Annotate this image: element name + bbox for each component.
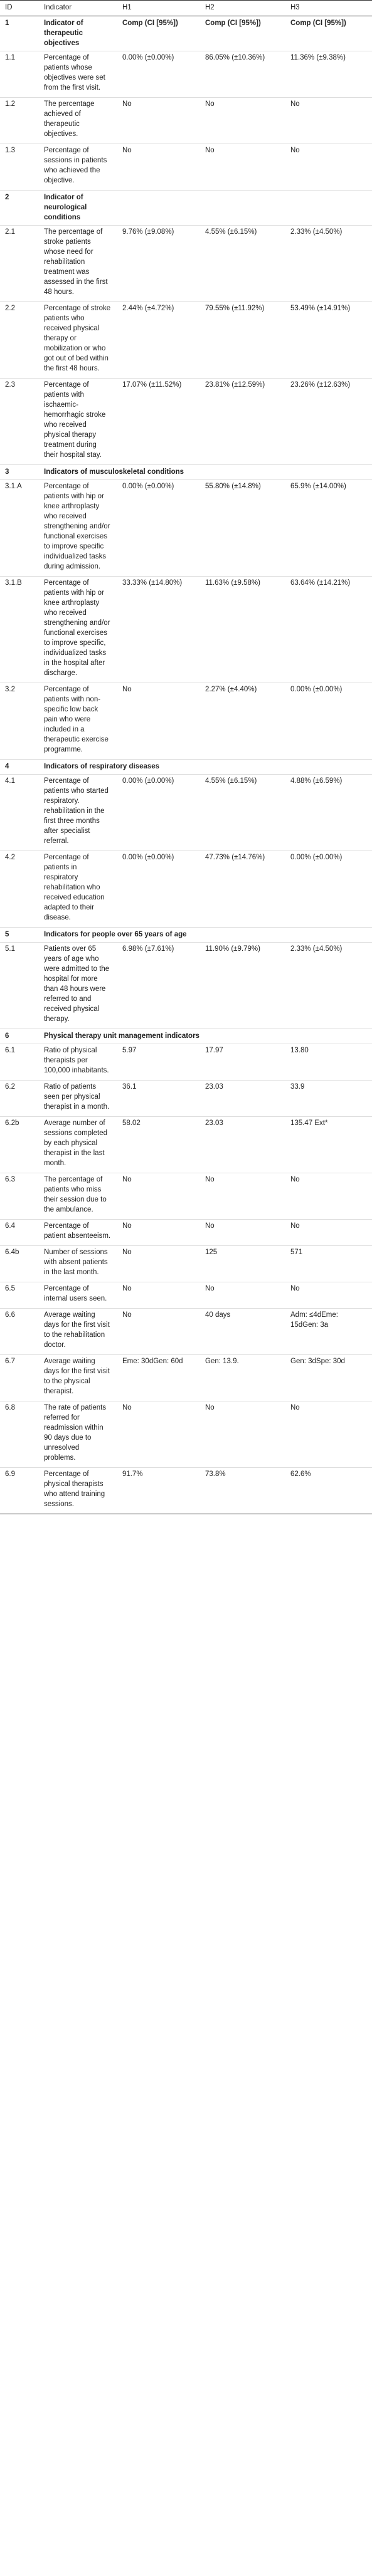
cell-indicator: Percentage of patients with hip or knee arthroplasty who received strengthening and/or functional exercises to improve specific individualized tasks during admission. bbox=[39, 480, 117, 577]
cell-h3: 23.26% (±12.63%) bbox=[285, 379, 372, 465]
cell-h3: 63.64% (±14.21%) bbox=[285, 577, 372, 683]
header-h1: H1 bbox=[117, 1, 200, 16]
cell-h2: No bbox=[200, 98, 285, 144]
table-row bbox=[0, 302, 372, 379]
cell-h1: No bbox=[117, 144, 200, 191]
cell-id: 6.4b bbox=[0, 1246, 39, 1282]
cell-id: 6.3 bbox=[0, 1173, 39, 1220]
table-row bbox=[0, 1401, 372, 1468]
cell-h3: No bbox=[285, 98, 372, 144]
section-row bbox=[0, 465, 372, 480]
cell-h2: 23.81% (±12.59%) bbox=[200, 379, 285, 465]
cell-id: 6.8 bbox=[0, 1401, 39, 1468]
cell-id: 2.3 bbox=[0, 379, 39, 465]
cell-h1: 33.33% (±14.80%) bbox=[117, 577, 200, 683]
cell-h3: 0.00% (±0.00%) bbox=[285, 683, 372, 760]
cell-id: 6.5 bbox=[0, 1282, 39, 1309]
cell-indicator: Ratio of physical therapists per 100,000 inhabitants. bbox=[39, 1044, 117, 1081]
cell-h3: 65.9% (±14.00%) bbox=[285, 480, 372, 577]
cell-indicator: Percentage of patients whose objectives were set from the first visit. bbox=[39, 51, 117, 98]
cell-h1: No bbox=[117, 98, 200, 144]
section-title: Indicators of respiratory diseases bbox=[39, 760, 372, 775]
cell-h3: 11.36% (±9.38%) bbox=[285, 51, 372, 98]
cell-id: 6.9 bbox=[0, 1468, 39, 1514]
cell-id: 5.1 bbox=[0, 943, 39, 1029]
section-row bbox=[0, 16, 372, 51]
cell-id: 2.1 bbox=[0, 226, 39, 302]
cell-h3: Comp (CI [95%]) bbox=[285, 16, 372, 51]
section-title: Indicators for people over 65 years of age bbox=[39, 928, 372, 943]
table-row bbox=[0, 775, 372, 851]
table-row bbox=[0, 1220, 372, 1246]
header-indicator: Indicator bbox=[39, 1, 117, 16]
cell-indicator: Percentage of stroke patients who received physical therapy or mobilization or who got out of bed within the first 48 hours. bbox=[39, 302, 117, 379]
cell-h2: No bbox=[200, 144, 285, 191]
section-title: Indicators of musculoskeletal conditions bbox=[39, 465, 372, 480]
cell-id: 3.1.A bbox=[0, 480, 39, 577]
cell-h3: 2.33% (±4.50%) bbox=[285, 943, 372, 1029]
table-row bbox=[0, 51, 372, 98]
cell-indicator: Ratio of patients seen per physical therapist in a month. bbox=[39, 1081, 117, 1117]
header-h3: H3 bbox=[285, 1, 372, 16]
cell-h3: No bbox=[285, 144, 372, 191]
cell-id: 4.2 bbox=[0, 851, 39, 928]
cell-h1: 9.76% (±9.08%) bbox=[117, 226, 200, 302]
cell-id: 2 bbox=[0, 191, 39, 226]
section-row bbox=[0, 1029, 372, 1044]
cell-id: 4.1 bbox=[0, 775, 39, 851]
table-row bbox=[0, 1309, 372, 1355]
section-title: Indicator of therapeutic objectives bbox=[39, 16, 117, 51]
table-body bbox=[0, 16, 372, 1514]
section-title: Indicator of neurological conditions bbox=[39, 191, 117, 226]
cell-h3: No bbox=[285, 1173, 372, 1220]
cell-indicator: Percentage of patient absenteeism. bbox=[39, 1220, 117, 1246]
cell-h3 bbox=[285, 191, 372, 226]
cell-id: 4 bbox=[0, 760, 39, 775]
cell-h2: 2.27% (±4.40%) bbox=[200, 683, 285, 760]
cell-h2: No bbox=[200, 1282, 285, 1309]
cell-indicator: Percentage of physical therapists who attend training sessions. bbox=[39, 1468, 117, 1514]
table-row bbox=[0, 943, 372, 1029]
cell-h2: 125 bbox=[200, 1246, 285, 1282]
cell-h1: 36.1 bbox=[117, 1081, 200, 1117]
cell-h1: No bbox=[117, 1401, 200, 1468]
cell-id: 3.1.B bbox=[0, 577, 39, 683]
section-row bbox=[0, 191, 372, 226]
cell-indicator: Percentage of sessions in patients who achieved the objective. bbox=[39, 144, 117, 191]
table-row bbox=[0, 1117, 372, 1173]
cell-h3: No bbox=[285, 1401, 372, 1468]
table-row bbox=[0, 851, 372, 928]
cell-h1: 0.00% (±0.00%) bbox=[117, 851, 200, 928]
cell-h2: No bbox=[200, 1401, 285, 1468]
cell-h1: No bbox=[117, 1220, 200, 1246]
section-title: Physical therapy unit management indicators bbox=[39, 1029, 372, 1044]
cell-id: 6 bbox=[0, 1029, 39, 1044]
cell-h1: No bbox=[117, 1282, 200, 1309]
cell-id: 3 bbox=[0, 465, 39, 480]
cell-id: 3.2 bbox=[0, 683, 39, 760]
cell-h1: Comp (CI [95%]) bbox=[117, 16, 200, 51]
table-row bbox=[0, 1246, 372, 1282]
cell-id: 2.2 bbox=[0, 302, 39, 379]
cell-h3: 4.88% (±6.59%) bbox=[285, 775, 372, 851]
section-row bbox=[0, 928, 372, 943]
table-row bbox=[0, 577, 372, 683]
cell-h3: 33.9 bbox=[285, 1081, 372, 1117]
cell-h1: No bbox=[117, 1309, 200, 1355]
section-row bbox=[0, 760, 372, 775]
table-row bbox=[0, 1468, 372, 1514]
cell-h2: No bbox=[200, 1220, 285, 1246]
cell-indicator: Percentage of internal users seen. bbox=[39, 1282, 117, 1309]
header-h2: H2 bbox=[200, 1, 285, 16]
cell-h2: 23.03 bbox=[200, 1081, 285, 1117]
cell-h3: Gen: 3dSpe: 30d bbox=[285, 1355, 372, 1401]
table-row bbox=[0, 1355, 372, 1401]
cell-id: 6.6 bbox=[0, 1309, 39, 1355]
cell-h1: 0.00% (±0.00%) bbox=[117, 480, 200, 577]
cell-id: 6.2b bbox=[0, 1117, 39, 1173]
cell-h1: 2.44% (±4.72%) bbox=[117, 302, 200, 379]
cell-indicator: Percentage of patients in respiratory rehabilitation who received education adapted to their disease. bbox=[39, 851, 117, 928]
table-row bbox=[0, 1173, 372, 1220]
cell-indicator: Number of sessions with absent patients in the last month. bbox=[39, 1246, 117, 1282]
cell-h1: No bbox=[117, 1246, 200, 1282]
table-row bbox=[0, 226, 372, 302]
cell-h3: 13.80 bbox=[285, 1044, 372, 1081]
cell-h3: No bbox=[285, 1220, 372, 1246]
cell-h2: Comp (CI [95%]) bbox=[200, 16, 285, 51]
cell-indicator: The rate of patients referred for readmission within 90 days due to unresolved problems. bbox=[39, 1401, 117, 1468]
table-row bbox=[0, 1081, 372, 1117]
cell-h2: No bbox=[200, 1173, 285, 1220]
cell-indicator: Average waiting days for the first visit to the physical therapist. bbox=[39, 1355, 117, 1401]
cell-h1: 0.00% (±0.00%) bbox=[117, 775, 200, 851]
cell-id: 6.2 bbox=[0, 1081, 39, 1117]
table-row bbox=[0, 379, 372, 465]
cell-id: 1 bbox=[0, 16, 39, 51]
cell-indicator: Percentage of patients with non-specific low back pain who were included in a therapeutic exercise programme. bbox=[39, 683, 117, 760]
cell-h2: 11.63% (±9.58%) bbox=[200, 577, 285, 683]
cell-h2: 11.90% (±9.79%) bbox=[200, 943, 285, 1029]
cell-h2: Gen: 13.9. bbox=[200, 1355, 285, 1401]
table-row bbox=[0, 144, 372, 191]
cell-id: 1.2 bbox=[0, 98, 39, 144]
cell-h3: 53.49% (±14.91%) bbox=[285, 302, 372, 379]
cell-indicator: Percentage of patients who started respiratory. rehabilitation in the first three months after specialist referral. bbox=[39, 775, 117, 851]
cell-indicator: Percentage of patients with hip or knee arthroplasty who received strengthening and/or functional exercises to improve specific, individualized tasks in the hospital after discharge. bbox=[39, 577, 117, 683]
cell-h1 bbox=[117, 191, 200, 226]
cell-h1: 17.07% (±11.52%) bbox=[117, 379, 200, 465]
cell-h3: 571 bbox=[285, 1246, 372, 1282]
cell-h2: 4.55% (±6.15%) bbox=[200, 226, 285, 302]
cell-h2: 4.55% (±6.15%) bbox=[200, 775, 285, 851]
cell-h1: 58.02 bbox=[117, 1117, 200, 1173]
cell-id: 5 bbox=[0, 928, 39, 943]
cell-h1: 5.97 bbox=[117, 1044, 200, 1081]
cell-h2: 17.97 bbox=[200, 1044, 285, 1081]
cell-indicator: Average number of sessions completed by each physical therapist in the last month. bbox=[39, 1117, 117, 1173]
cell-h3: 2.33% (±4.50%) bbox=[285, 226, 372, 302]
cell-id: 6.7 bbox=[0, 1355, 39, 1401]
cell-h2: 23.03 bbox=[200, 1117, 285, 1173]
header-id: ID bbox=[0, 1, 39, 16]
cell-h1: 6.98% (±7.61%) bbox=[117, 943, 200, 1029]
cell-id: 6.1 bbox=[0, 1044, 39, 1081]
cell-h2: 73.8% bbox=[200, 1468, 285, 1514]
cell-h2: 47.73% (±14.76%) bbox=[200, 851, 285, 928]
cell-h2: 86.05% (±10.36%) bbox=[200, 51, 285, 98]
cell-h1: 0.00% (±0.00%) bbox=[117, 51, 200, 98]
cell-h1: No bbox=[117, 683, 200, 760]
cell-indicator: Average waiting days for the first visit to the rehabilitation doctor. bbox=[39, 1309, 117, 1355]
cell-h3: 0.00% (±0.00%) bbox=[285, 851, 372, 928]
cell-h1: 91.7% bbox=[117, 1468, 200, 1514]
cell-h1: Eme: 30dGen: 60d bbox=[117, 1355, 200, 1401]
cell-h2: 79.55% (±11.92%) bbox=[200, 302, 285, 379]
table-row bbox=[0, 1282, 372, 1309]
cell-indicator: Patients over 65 years of age who were admitted to the hospital for more than 48 hours were referred to and received physical therapy. bbox=[39, 943, 117, 1029]
cell-id: 1.3 bbox=[0, 144, 39, 191]
cell-indicator: The percentage achieved of therapeutic objectives. bbox=[39, 98, 117, 144]
table-header-row bbox=[0, 1, 372, 16]
cell-h3: No bbox=[285, 1282, 372, 1309]
cell-h1: No bbox=[117, 1173, 200, 1220]
cell-indicator: The percentage of stroke patients whose need for rehabilitation treatment was assessed in the first 48 hours. bbox=[39, 226, 117, 302]
cell-h3: 135.47 Ext* bbox=[285, 1117, 372, 1173]
cell-indicator: The percentage of patients who miss their session due to the ambulance. bbox=[39, 1173, 117, 1220]
table-row bbox=[0, 683, 372, 760]
cell-indicator: Percentage of patients with ischaemic-hemorrhagic stroke who received physical therapy treatment during their hospital stay. bbox=[39, 379, 117, 465]
cell-h3: Adm: ≤4dEme: 15dGen: 3a bbox=[285, 1309, 372, 1355]
cell-h2: 40 days bbox=[200, 1309, 285, 1355]
cell-h2: 55.80% (±14.8%) bbox=[200, 480, 285, 577]
table-row bbox=[0, 98, 372, 144]
table-row bbox=[0, 480, 372, 577]
cell-h2 bbox=[200, 191, 285, 226]
cell-h3: 62.6% bbox=[285, 1468, 372, 1514]
cell-id: 6.4 bbox=[0, 1220, 39, 1246]
cell-id: 1.1 bbox=[0, 51, 39, 98]
table-row bbox=[0, 1044, 372, 1081]
